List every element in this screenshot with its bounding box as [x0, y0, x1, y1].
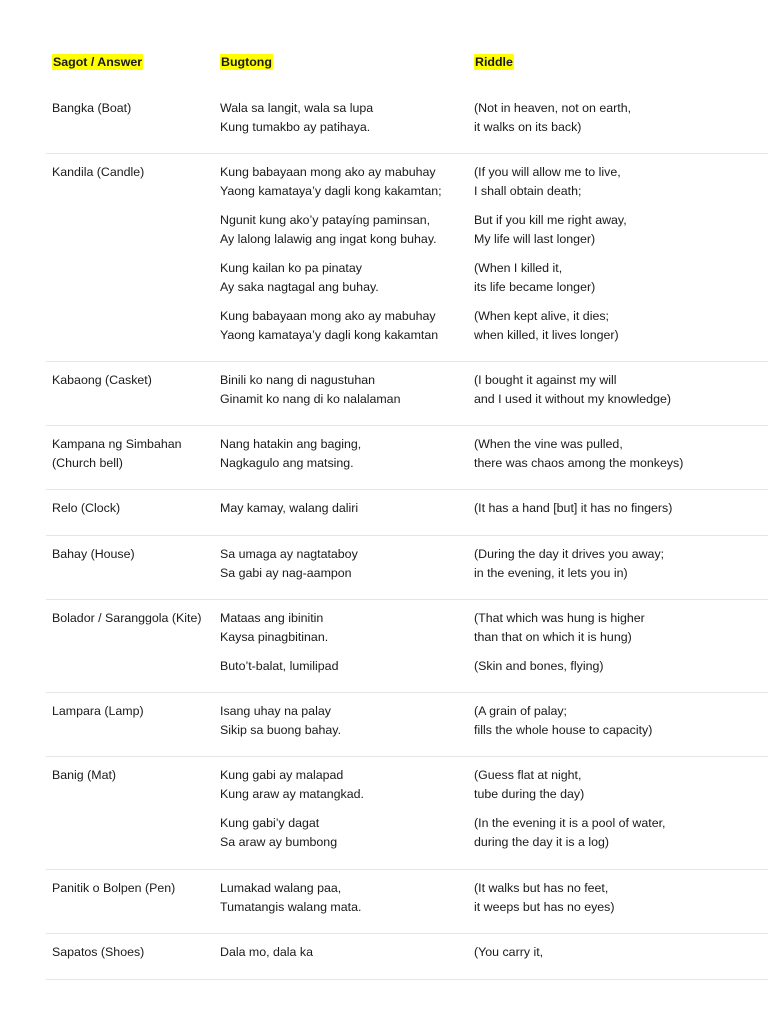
riddle-stanza	[474, 609, 645, 647]
bugtong-line: Isang uhay na palay	[220, 704, 331, 718]
header-answer: Sagot / Answer	[53, 55, 143, 69]
riddle-cell	[474, 943, 543, 972]
riddle-line: when killed, it lives longer)	[474, 328, 619, 342]
riddle-line: (It walks but has no feet,	[474, 881, 609, 895]
riddle-line: during the day it is a log)	[474, 835, 609, 849]
riddle-stanza	[474, 371, 671, 409]
riddle-cell	[474, 99, 631, 147]
bugtong-line: Yaong kamataya’y dagli kong kakamtan;	[220, 184, 442, 198]
table-row	[46, 154, 768, 362]
answer-text: Relo (Clock)	[52, 501, 121, 515]
bugtong-line: Buto’t-balat, lumilipad	[220, 659, 339, 673]
header-riddle: Riddle	[475, 55, 513, 69]
answer-text: Bolador / Saranggola (Kite)	[52, 611, 202, 625]
answer-cell	[52, 435, 182, 473]
riddle-line: fills the whole house to capacity)	[474, 723, 653, 737]
answer-cell	[52, 371, 152, 390]
riddle-stanza	[474, 211, 627, 249]
bugtong-line: Kung babayaan mong ako ay mabuhay	[220, 165, 436, 179]
riddle-line: (Not in heaven, not on earth,	[474, 101, 632, 115]
riddle-line: and I used it without my knowledge)	[474, 392, 671, 406]
answer-cell	[52, 879, 175, 898]
bugtong-line: Kaysa pinagbitinan.	[220, 630, 329, 644]
riddle-stanza	[474, 307, 627, 345]
riddle-line: it walks on its back)	[474, 120, 582, 134]
answer-cell	[52, 99, 131, 118]
riddle-line: (When kept alive, it dies;	[474, 309, 609, 323]
riddle-table	[46, 90, 768, 980]
bugtong-stanza	[220, 657, 338, 676]
riddle-line: (If you will allow me to live,	[474, 165, 621, 179]
bugtong-stanza	[220, 545, 358, 583]
riddle-line: (When I killed it,	[474, 261, 563, 275]
answer-text: (Church bell)	[52, 456, 123, 470]
bugtong-line: May kamay, walang daliri	[220, 501, 359, 515]
answer-text: Bahay (House)	[52, 547, 135, 561]
bugtong-line: Kung babayaan mong ako ay mabuhay	[220, 309, 436, 323]
bugtong-stanza	[220, 814, 364, 852]
bugtong-line: Kung gabi ay malapad	[220, 768, 344, 782]
riddle-cell	[474, 702, 652, 750]
bugtong-cell	[220, 435, 361, 483]
riddle-stanza	[474, 879, 615, 917]
bugtong-line: Binili ko nang di nagustuhan	[220, 373, 375, 387]
bugtong-cell	[220, 766, 364, 862]
riddle-line: in the evening, it lets you in)	[474, 566, 628, 580]
bugtong-line: Wala sa langit, wala sa lupa	[220, 101, 374, 115]
table-row	[46, 536, 768, 600]
bugtong-stanza	[220, 879, 361, 917]
bugtong-line: Dala mo, dala ka	[220, 945, 313, 959]
bugtong-stanza	[220, 163, 442, 201]
riddle-line: I shall obtain death;	[474, 184, 582, 198]
table-row	[46, 600, 768, 693]
bugtong-line: Ngunit kung ako’y patayíng paminsan,	[220, 213, 431, 227]
riddle-line: But if you kill me right away,	[474, 213, 627, 227]
bugtong-stanza	[220, 499, 358, 518]
bugtong-stanza	[220, 211, 442, 249]
riddle-line: (When the vine was pulled,	[474, 437, 623, 451]
riddle-line: (I bought it against my will	[474, 373, 617, 387]
table-row	[46, 362, 768, 426]
table-row	[46, 426, 768, 490]
table-row	[46, 490, 768, 536]
table-row	[46, 90, 768, 154]
bugtong-line: Mataas ang ibinitin	[220, 611, 324, 625]
riddle-stanza	[474, 814, 665, 852]
answer-text: Kampana ng Simbahan	[52, 437, 182, 451]
header-bugtong: Bugtong	[221, 55, 272, 69]
table-row	[46, 693, 768, 757]
riddle-line: (A grain of palay;	[474, 704, 567, 718]
bugtong-line: Sa gabi ay nag-aampon	[220, 566, 352, 580]
riddle-stanza	[474, 259, 627, 297]
bugtong-cell	[220, 943, 313, 972]
bugtong-line: Kung gabi’y dagat	[220, 816, 320, 830]
bugtong-line: Sa umaga ay nagtataboy	[220, 547, 358, 561]
riddle-line: (Guess flat at night,	[474, 768, 582, 782]
answer-cell	[52, 702, 144, 721]
bugtong-stanza	[220, 99, 373, 137]
bugtong-cell	[220, 499, 358, 528]
bugtong-stanza	[220, 766, 364, 804]
bugtong-line: Lumakad walang paa,	[220, 881, 342, 895]
riddle-line: it weeps but has no eyes)	[474, 900, 615, 914]
bugtong-stanza	[220, 435, 361, 473]
table-header	[0, 54, 768, 74]
bugtong-line: Kung tumakbo ay patihaya.	[220, 120, 371, 134]
answer-text: Sapatos (Shoes)	[52, 945, 145, 959]
answer-cell	[52, 545, 135, 564]
riddle-line: there was chaos among the monkeys)	[474, 456, 684, 470]
bugtong-line: Yaong kamataya’y dagli kong kakamtan	[220, 328, 439, 342]
riddle-line: (During the day it drives you away;	[474, 547, 665, 561]
bugtong-cell	[220, 163, 442, 355]
bugtong-cell	[220, 371, 400, 419]
bugtong-line: Ginamit ko nang di ko nalalaman	[220, 392, 401, 406]
answer-text: Bangka (Boat)	[52, 101, 132, 115]
bugtong-cell	[220, 879, 361, 927]
bugtong-line: Tumatangis walang mata.	[220, 900, 362, 914]
riddle-line: its life became longer)	[474, 280, 596, 294]
riddle-cell	[474, 879, 615, 927]
bugtong-stanza	[220, 702, 341, 740]
riddle-stanza	[474, 99, 631, 137]
riddle-line: (Skin and bones, flying)	[474, 659, 604, 673]
riddle-cell	[474, 609, 645, 686]
riddle-stanza	[474, 163, 627, 201]
riddle-stanza	[474, 435, 683, 473]
riddle-line: (In the evening it is a pool of water,	[474, 816, 666, 830]
answer-cell	[52, 609, 201, 628]
bugtong-line: Nagkagulo ang matsing.	[220, 456, 354, 470]
bugtong-stanza	[220, 371, 400, 409]
bugtong-line: Nang hatakin ang baging,	[220, 437, 362, 451]
riddle-line: (It has a hand [but] it has no fingers)	[474, 501, 673, 515]
riddle-cell	[474, 766, 665, 862]
riddle-line: (You carry it,	[474, 945, 544, 959]
table-row	[46, 870, 768, 934]
riddle-stanza	[474, 545, 664, 583]
table-row	[46, 757, 768, 870]
riddle-cell	[474, 435, 683, 483]
answer-cell	[52, 943, 144, 962]
riddle-line: My life will last longer)	[474, 232, 596, 246]
riddle-cell	[474, 163, 627, 355]
bugtong-cell	[220, 545, 358, 593]
riddle-stanza	[474, 766, 665, 804]
answer-cell	[52, 163, 144, 182]
riddle-stanza	[474, 943, 543, 962]
bugtong-cell	[220, 609, 338, 686]
bugtong-stanza	[220, 259, 442, 297]
bugtong-stanza	[220, 943, 313, 962]
answer-cell	[52, 499, 120, 518]
answer-text: Lampara (Lamp)	[52, 704, 144, 718]
riddle-cell	[474, 545, 664, 593]
bugtong-line: Sa araw ay bumbong	[220, 835, 338, 849]
bugtong-stanza	[220, 609, 338, 647]
riddle-stanza	[474, 499, 672, 518]
bugtong-cell	[220, 702, 341, 750]
answer-text: Panitik o Bolpen (Pen)	[52, 881, 176, 895]
bugtong-line: Kung kailan ko pa pinatay	[220, 261, 362, 275]
riddle-line: than that on which it is hung)	[474, 630, 632, 644]
bugtong-line: Ay saka nagtagal ang buhay.	[220, 280, 379, 294]
bugtong-stanza	[220, 307, 442, 345]
table-row	[46, 934, 768, 980]
riddle-cell	[474, 499, 672, 528]
riddle-cell	[474, 371, 671, 419]
bugtong-cell	[220, 99, 373, 147]
bugtong-line: Sikip sa buong bahay.	[220, 723, 342, 737]
riddle-line: tube during the day)	[474, 787, 585, 801]
answer-text: Banig (Mat)	[52, 768, 117, 782]
bugtong-line: Kung araw ay matangkad.	[220, 787, 364, 801]
answer-cell	[52, 766, 116, 785]
riddle-stanza	[474, 702, 652, 740]
answer-text: Kabaong (Casket)	[52, 373, 152, 387]
riddle-stanza	[474, 657, 645, 676]
answer-text: Kandila (Candle)	[52, 165, 145, 179]
bugtong-line: Ay lalong lalawig ang ingat kong buhay.	[220, 232, 437, 246]
riddle-line: (That which was hung is higher	[474, 611, 645, 625]
